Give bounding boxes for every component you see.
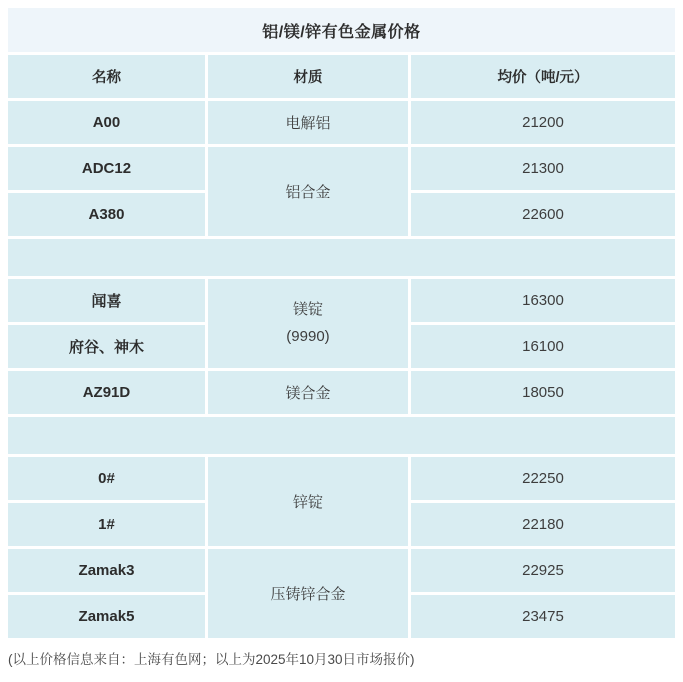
name-cell: A00	[8, 101, 205, 144]
material-cell: 镁合金	[208, 371, 408, 414]
price-cell: 22600	[411, 193, 675, 236]
table-row	[8, 279, 675, 322]
material-cell: 锌锭	[208, 457, 408, 546]
material-sub-label: (9990)	[286, 327, 330, 345]
table-row	[8, 101, 675, 144]
material-cell	[208, 279, 408, 368]
price-cell: 22250	[411, 457, 675, 500]
price-table	[5, 5, 678, 641]
material-cell: 电解铝	[208, 101, 408, 144]
price-cell: 21300	[411, 147, 675, 190]
price-cell: 21200	[411, 101, 675, 144]
name-cell: 闻喜	[8, 279, 205, 322]
name-cell: Zamak3	[8, 549, 205, 592]
price-cell: 22180	[411, 503, 675, 546]
name-cell: Zamak5	[8, 595, 205, 638]
name-cell: 0#	[8, 457, 205, 500]
title-row	[8, 8, 675, 52]
material-cell: 压铸锌合金	[208, 549, 408, 638]
spacer-band	[8, 239, 675, 276]
header-price: 均价（吨/元）	[411, 55, 675, 98]
spacer-row	[8, 239, 675, 276]
table-row	[8, 147, 675, 190]
price-cell: 16300	[411, 279, 675, 322]
name-cell: A380	[8, 193, 205, 236]
material-label: 镁锭	[292, 301, 323, 319]
material-cell: 铝合金	[208, 147, 408, 236]
table-title: 铝/镁/锌有色金属价格	[8, 8, 675, 52]
price-cell: 22925	[411, 549, 675, 592]
spacer-band	[8, 417, 675, 454]
name-cell: ADC12	[8, 147, 205, 190]
header-row	[8, 55, 675, 98]
header-material: 材质	[208, 55, 408, 98]
name-cell: 1#	[8, 503, 205, 546]
table-row	[8, 371, 675, 414]
source-note: (以上价格信息来自：上海有色网；以上为2025年10月30日市场报价)	[8, 652, 415, 667]
price-cell: 18050	[411, 371, 675, 414]
header-name: 名称	[8, 55, 205, 98]
spacer-row	[8, 417, 675, 454]
table-row	[8, 549, 675, 592]
table-row	[8, 457, 675, 500]
price-cell: 16100	[411, 325, 675, 368]
name-cell: AZ91D	[8, 371, 205, 414]
name-cell: 府谷、神木	[8, 325, 205, 368]
price-cell: 23475	[411, 595, 675, 638]
